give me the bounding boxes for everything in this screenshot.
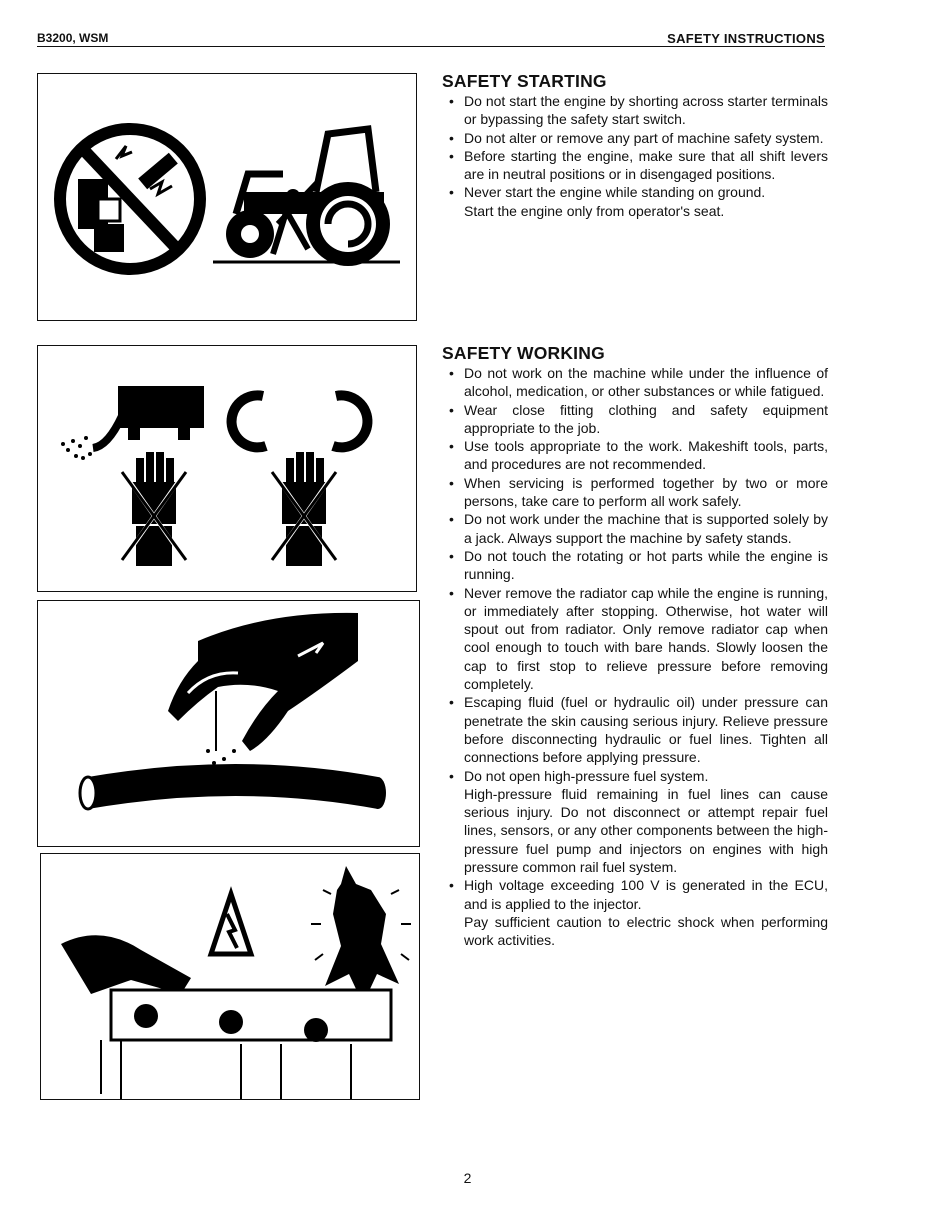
safety-starting-list — [442, 92, 828, 220]
list-item: • Do not open high-pressure fuel system. High-pressure fluid remaining in fuel lines can cause serious injury. Do not disconnect or attempt repair fuel lines, sensors, or any other components between the high-pressure fuel pump and injectors on engines with high pressure common rail fuel system. — [449, 767, 828, 876]
header-rule — [37, 46, 825, 47]
list-item: • Do not work on the machine while under the influence of alcohol, medication, or other substances or while fatigued. — [449, 365, 828, 400]
section-safety-working — [442, 343, 828, 950]
section-title-safety-working: SAFETY WORKING — [442, 343, 605, 363]
list-item-continuation: Pay sufficient caution to electric shock when performing work activities. — [464, 913, 828, 949]
electric-shock-warning-icon — [41, 854, 419, 1099]
hands-away-from-moving-parts-icon — [38, 346, 416, 591]
list-item: • Do not touch the rotating or hot parts while the engine is running. — [449, 547, 828, 583]
high-pressure-fluid-hand-icon — [38, 601, 419, 846]
section-safety-starting — [442, 71, 828, 220]
list-item: • Do not start the engine by shorting across starter terminals or bypassing the safety start switch. — [449, 93, 828, 128]
list-item-continuation: Start the engine only from operator's seat. — [464, 202, 725, 219]
list-item: • Do not alter or remove any part of machine safety system. — [449, 129, 824, 146]
header-section-title: SAFETY INSTRUCTIONS — [667, 31, 825, 46]
list-item: • When servicing is performed together by two or more persons, take care to perform all work safely. — [449, 474, 828, 510]
list-item-continuation: High-pressure fluid remaining in fuel lines can cause serious injury. Do not disconnect or attempt repair fuel lines, sensors, or any other components between the high-pressure fuel pump and injectors on engines with high pressure common rail fuel system. — [464, 785, 828, 876]
list-item: • Do not work under the machine that is supported solely by a jack. Always support the machine by safety stands. — [449, 511, 828, 546]
list-item: • Use tools appropriate to the work. Makeshift tools, parts, and procedures are not recommended. — [449, 438, 828, 473]
list-item: • High voltage exceeding 100 V is generated in the ECU, and is applied to the injector. Pay sufficient caution to electric shock when performing work activities. — [449, 877, 828, 949]
list-item: • Escaping fluid (fuel or hydraulic oil) under pressure can penetrate the skin causing serious injury. Relieve pressure before disconnecting hydraulic or fuel lines. Tighten all connections before applying pressure. — [449, 694, 828, 766]
header-model: B3200, WSM — [37, 31, 109, 45]
page-number: 2 — [463, 1170, 472, 1186]
illustration-electric-shock — [40, 853, 420, 1100]
illustration-safety-starting — [37, 73, 417, 321]
safety-working-list — [442, 364, 828, 950]
list-item: • Never start the engine while standing on ground. Start the engine only from operator's seat. — [442, 183, 828, 220]
list-item: • Before starting the engine, make sure that all shift levers are in neutral positions or in disengaged positions. — [449, 147, 828, 183]
list-item: • Wear close fitting clothing and safety equipment appropriate to the job. — [449, 401, 828, 436]
no-shorting-starter-and-runover-icon — [38, 74, 416, 320]
section-title-safety-starting: SAFETY STARTING — [442, 71, 607, 91]
illustration-high-pressure-fluid — [37, 600, 420, 847]
illustration-hands-away — [37, 345, 417, 592]
list-item: • Never remove the radiator cap while the engine is running, or immediately after stopping. Otherwise, hot water will spout out from radiator. Only remove radiator cap when cool enough to touch with bare hands. Slowly loosen the cap to first stop to relieve pressure before removing completely. — [449, 584, 828, 693]
